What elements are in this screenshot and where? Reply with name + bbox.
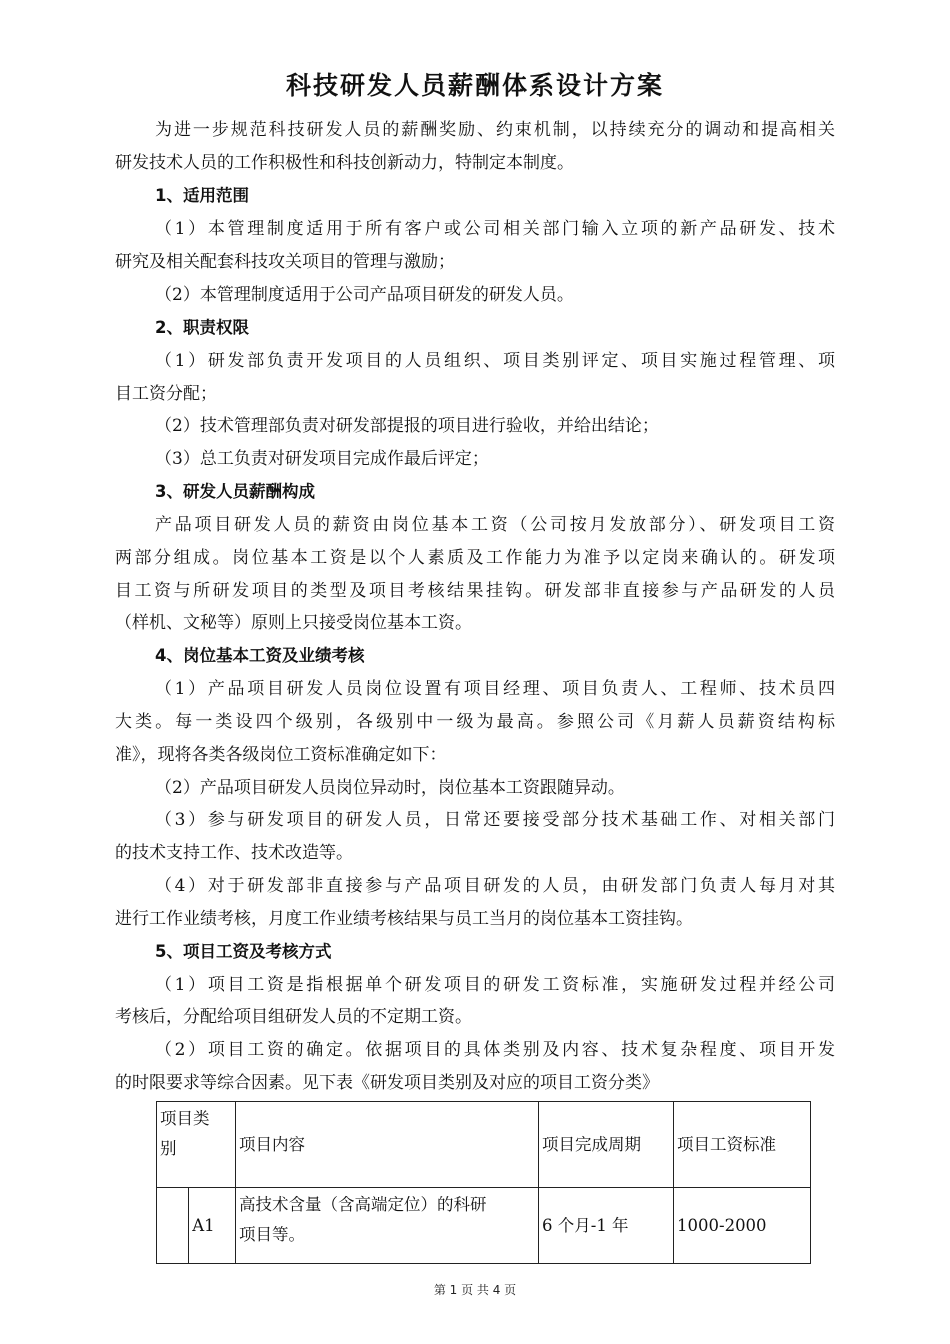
header-cell-content: 项目内容: [236, 1102, 539, 1188]
paragraph-line: 目工资分配；: [115, 384, 217, 404]
paragraph-line: （1）产品项目研发人员岗位设置有项目经理、项目负责人、工程师、技术员四: [155, 679, 835, 699]
period-cell: 6 个月-1 年: [539, 1188, 674, 1264]
paragraph-line: 的技术支持工作、技术改造等。: [115, 843, 353, 863]
paragraph-line: （2）项目工资的确定。依据项目的具体类别及内容、技术复杂程度、项目开发: [155, 1040, 835, 1060]
document-title: 科技研发人员薪酬体系设计方案: [285, 71, 664, 100]
project-salary-table: [156, 1101, 811, 1264]
paragraph-line: （1）本管理制度适用于所有客户或公司相关部门输入立项的新产品研发、技术: [155, 219, 835, 239]
paragraph-line: 进行工作业绩考核，月度工作业绩考核结果与员工当月的岗位基本工资挂钩。: [115, 909, 693, 929]
paragraph-line: （2）产品项目研发人员岗位异动时，岗位基本工资跟随异动。: [155, 778, 625, 798]
paragraph-line: （4）对于研发部非直接参与产品项目研发的人员，由研发部门负责人每月对其: [155, 876, 835, 896]
paragraph-line: （1）研发部负责开发项目的人员组织、项目类别评定、项目实施过程管理、项: [155, 351, 835, 371]
intro-line: 研发技术人员的工作积极性和科技创新动力，特制定本制度。: [115, 153, 574, 173]
header-cell-salary: 项目工资标准: [674, 1102, 811, 1188]
paragraph-line: （样机、文秘等）原则上只接受岗位基本工资。: [115, 613, 472, 633]
section-heading: 1、适用范围: [155, 186, 249, 205]
category-group-cell: [157, 1188, 189, 1264]
paragraph-line: 产品项目研发人员的薪资由岗位基本工资（公司按月发放部分）、研发项目工资: [155, 515, 835, 535]
table-row: [157, 1188, 811, 1264]
paragraph-line: （2）本管理制度适用于公司产品项目研发的研发人员。: [155, 285, 574, 305]
paragraph-line: 目工资与所研发项目的类型及项目考核结果挂钩。研发部非直接参与产品研发的人员: [115, 581, 835, 601]
intro-line: 为进一步规范科技研发人员的薪酬奖励、约束机制，以持续充分的调动和提高相关: [155, 120, 835, 140]
paragraph-line: 考核后，分配给项目组研发人员的不定期工资。: [115, 1007, 472, 1027]
content-cell: 高技术含量（含高端定位）的科研 项目等。: [236, 1188, 539, 1264]
header-cell-period: 项目完成周期: [539, 1102, 674, 1188]
paragraph-line: （2）技术管理部负责对研发部提报的项目进行验收，并给出结论；: [155, 416, 659, 436]
paragraph-line: 准》，现将各类各级岗位工资标准确定如下：: [115, 745, 447, 765]
paragraph-line: （1）项目工资是指根据单个研发项目的研发工资标准，实施研发过程并经公司: [155, 975, 835, 995]
section-heading: 5、项目工资及考核方式: [155, 942, 332, 961]
paragraph-line: 的时限要求等综合因素。见下表《研发项目类别及对应的项目工资分类》: [115, 1073, 659, 1093]
section-heading: 2、职责权限: [155, 318, 249, 337]
table-header-row: [157, 1102, 811, 1188]
paragraph-line: 研究及相关配套科技攻关项目的管理与激励；: [115, 252, 455, 272]
section-heading: 4、岗位基本工资及业绩考核: [155, 646, 365, 665]
section-heading: 3、研发人员薪酬构成: [155, 482, 315, 501]
header-cell-category: 项目类 别: [157, 1102, 236, 1188]
category-code-cell: A1: [189, 1188, 236, 1264]
paragraph-line: （3）总工负责对研发项目完成作最后评定；: [155, 449, 489, 469]
paragraph-line: 大类。每一类设四个级别，各级别中一级为最高。参照公司《月薪人员薪资结构标: [115, 712, 835, 732]
paragraph-line: （3）参与研发项目的研发人员，日常还要接受部分技术基础工作、对相关部门: [155, 810, 835, 830]
salary-cell: 1000-2000: [674, 1188, 811, 1264]
page-footer: 第 1 页 共 4 页: [433, 1283, 517, 1297]
paragraph-line: 两部分组成。岗位基本工资是以个人素质及工作能力为准予以定岗来确认的。研发项: [115, 548, 835, 568]
